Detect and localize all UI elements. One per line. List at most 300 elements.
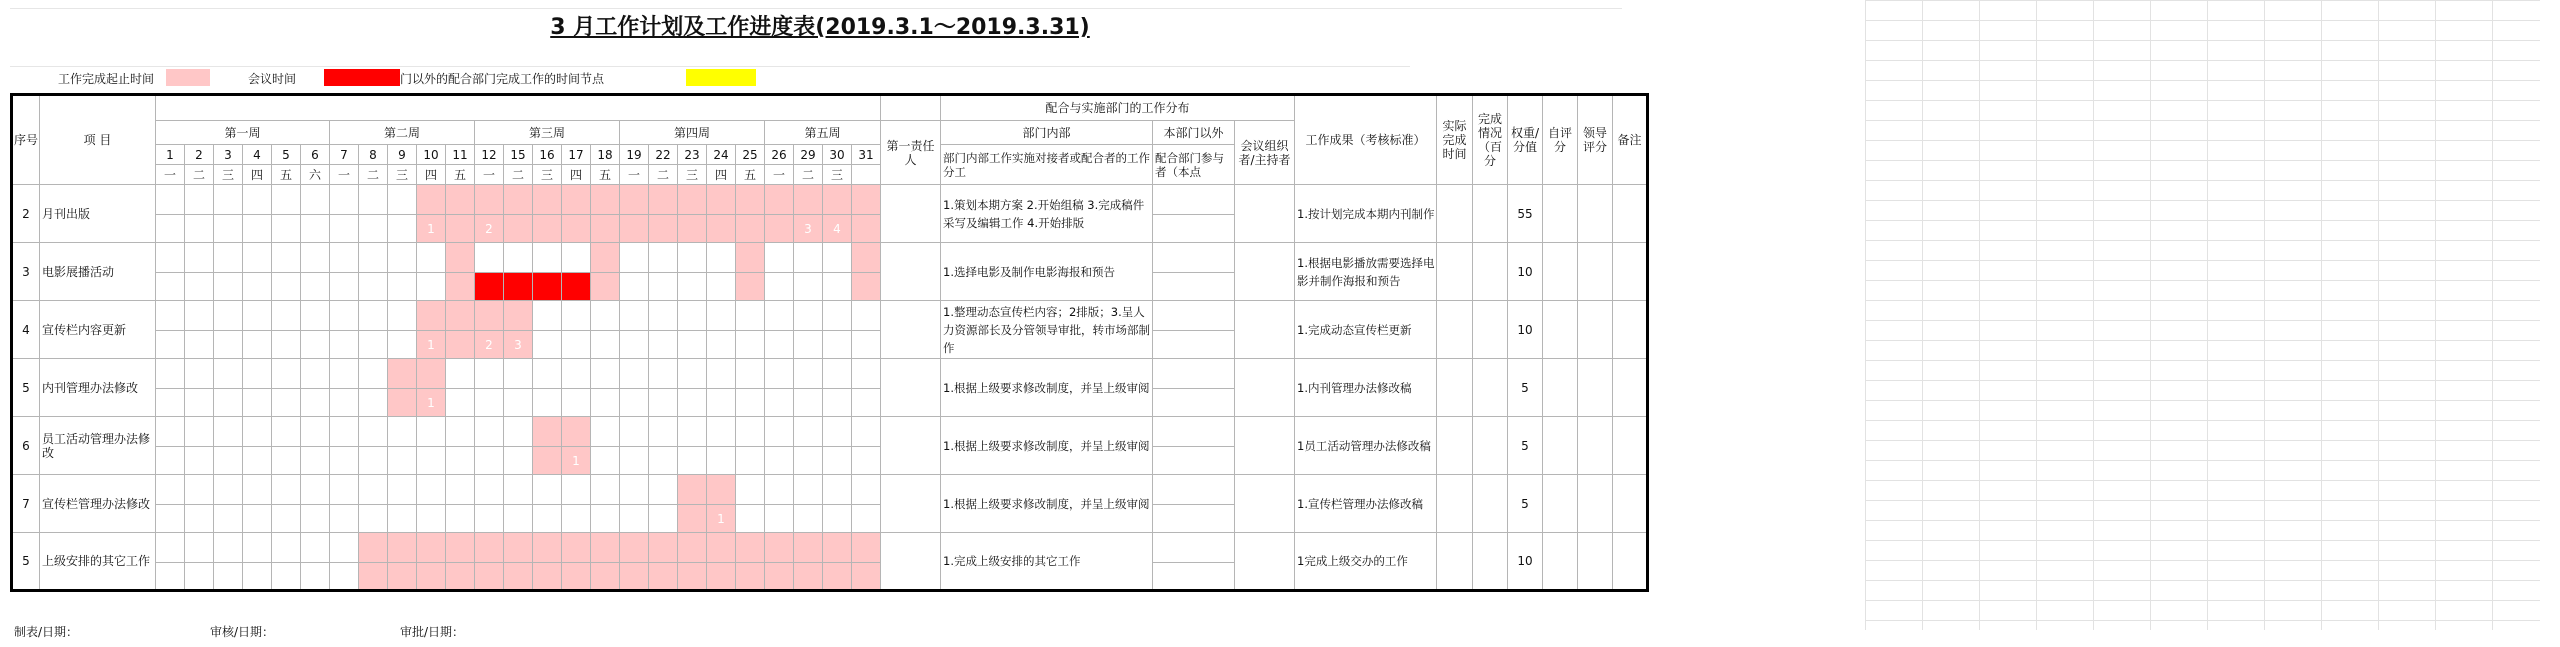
header-weekday: 四 (562, 165, 591, 185)
row-external (1153, 243, 1235, 273)
gantt-cell (359, 475, 388, 505)
gantt-cell (301, 475, 330, 505)
gantt-cell (388, 475, 417, 505)
row-remark (1613, 243, 1648, 301)
header-day: 17 (562, 145, 591, 165)
row-first-responsible (881, 475, 941, 533)
header-weekday: 四 (417, 165, 446, 185)
header-day: 25 (736, 145, 765, 165)
gantt-cell (736, 389, 765, 417)
gantt-cell (243, 447, 272, 475)
gantt-cell (649, 331, 678, 359)
gantt-cell-count: 2 (475, 215, 504, 243)
gantt-cell (562, 331, 591, 359)
row-seq: 5 (12, 359, 40, 417)
gantt-cell (852, 533, 881, 563)
gantt-cell (794, 475, 823, 505)
row-completion (1473, 243, 1508, 301)
header-day: 6 (301, 145, 330, 165)
gantt-cell (330, 185, 359, 215)
gantt-cell (156, 185, 185, 215)
gantt-cell (330, 505, 359, 533)
row-remark (1613, 301, 1648, 359)
gantt-cell (620, 359, 649, 389)
gantt-cell (533, 359, 562, 389)
gantt-cell (475, 505, 504, 533)
header-day: 3 (214, 145, 243, 165)
row-self-score (1543, 301, 1578, 359)
gantt-cell (301, 389, 330, 417)
gantt-cell (417, 417, 446, 447)
gantt-cell (794, 505, 823, 533)
header-external: 本部门以外 (1153, 121, 1235, 145)
gantt-cell (533, 185, 562, 215)
gantt-cell (446, 301, 475, 331)
row-seq: 5 (12, 533, 40, 591)
header-calendar-blank (156, 95, 881, 121)
gantt-cell (243, 359, 272, 389)
row-result: 1完成上级交办的工作 (1295, 533, 1437, 591)
gantt-cell (388, 243, 417, 273)
header-seq: 序号 (12, 95, 40, 185)
gantt-cell-count: 3 (504, 331, 533, 359)
gantt-cell (765, 331, 794, 359)
gantt-cell-count: 4 (823, 215, 852, 243)
gantt-cell (272, 475, 301, 505)
gantt-cell (649, 359, 678, 389)
gantt-cell (794, 273, 823, 301)
gantt-cell (591, 215, 620, 243)
row-internal-detail: 1.根据上级要求修改制度，并呈上级审阅 (941, 417, 1153, 475)
gantt-cell (446, 505, 475, 533)
gantt-cell (736, 563, 765, 591)
gantt-cell (794, 417, 823, 447)
gantt-cell (504, 301, 533, 331)
gantt-cell (185, 533, 214, 563)
gantt-cell (620, 389, 649, 417)
header-project: 项 目 (40, 95, 156, 185)
gantt-cell (649, 563, 678, 591)
gantt-cell (823, 563, 852, 591)
gantt-cell (562, 185, 591, 215)
gantt-cell (475, 301, 504, 331)
header-weekday: 二 (504, 165, 533, 185)
gantt-cell (185, 417, 214, 447)
gantt-cell (214, 505, 243, 533)
gantt-cell (678, 533, 707, 563)
gantt-cell (214, 215, 243, 243)
row-leader-score (1578, 243, 1613, 301)
gantt-cell (765, 359, 794, 389)
gantt-cell-count: 1 (562, 447, 591, 475)
gantt-cell (765, 505, 794, 533)
gantt-cell (243, 505, 272, 533)
row-weight: 5 (1508, 359, 1543, 417)
gantt-cell (359, 243, 388, 273)
gantt-cell (707, 417, 736, 447)
gantt-cell (823, 359, 852, 389)
header-weekday: 五 (272, 165, 301, 185)
header-weekday: 三 (214, 165, 243, 185)
gantt-cell (330, 563, 359, 591)
gantt-cell (272, 243, 301, 273)
gantt-cell (301, 417, 330, 447)
gantt-cell (272, 331, 301, 359)
row-external (1153, 505, 1235, 533)
gantt-cell (823, 331, 852, 359)
gantt-cell (620, 417, 649, 447)
row-result: 1.宣传栏管理办法修改稿 (1295, 475, 1437, 533)
gantt-cell (823, 417, 852, 447)
header-day: 2 (185, 145, 214, 165)
gantt-cell (707, 447, 736, 475)
gantt-cell (591, 185, 620, 215)
gantt-cell (243, 389, 272, 417)
gantt-cell (649, 447, 678, 475)
row-completion (1473, 533, 1508, 591)
gantt-cell (823, 389, 852, 417)
gantt-cell (475, 447, 504, 475)
row-weight: 10 (1508, 301, 1543, 359)
legend-label-work-period: 工作完成起止时间 (58, 72, 155, 86)
gantt-cell (562, 243, 591, 273)
gantt-cell (446, 331, 475, 359)
row-meeting-host (1235, 417, 1295, 475)
page-title: 3 月工作计划及工作进度表(2019.3.1～2019.3.31) (550, 15, 1090, 40)
gantt-cell (591, 505, 620, 533)
header-external-detail: 配合部门参与者（本点 (1153, 145, 1235, 185)
gantt-cell (301, 243, 330, 273)
gantt-cell (736, 359, 765, 389)
gantt-cell (359, 215, 388, 243)
gantt-cell (185, 359, 214, 389)
gantt-cell (417, 185, 446, 215)
row-self-score (1543, 185, 1578, 243)
gantt-cell (852, 301, 881, 331)
title-divider (10, 66, 1410, 67)
gantt-cell (417, 301, 446, 331)
row-self-score (1543, 359, 1578, 417)
header-weekday: 五 (736, 165, 765, 185)
gantt-cell (388, 215, 417, 243)
gantt-cell (272, 417, 301, 447)
gantt-cell (417, 505, 446, 533)
gantt-cell (475, 273, 504, 301)
row-external (1153, 417, 1235, 447)
row-actual-time (1437, 301, 1473, 359)
gantt-cell (765, 273, 794, 301)
gantt-cell (765, 563, 794, 591)
gantt-cell (707, 563, 736, 591)
row-first-responsible (881, 185, 941, 243)
gantt-cell (591, 389, 620, 417)
header-self-score: 自评分 (1543, 95, 1578, 185)
row-remark (1613, 533, 1648, 591)
gantt-cell (388, 331, 417, 359)
gantt-cell (446, 447, 475, 475)
row-external (1153, 185, 1235, 215)
row-remark (1613, 417, 1648, 475)
gantt-cell (620, 475, 649, 505)
gantt-cell (446, 215, 475, 243)
gantt-cell (533, 389, 562, 417)
gantt-cell (243, 563, 272, 591)
gantt-cell (330, 533, 359, 563)
gantt-cell (620, 215, 649, 243)
gantt-cell (446, 389, 475, 417)
row-actual-time (1437, 417, 1473, 475)
gantt-cell (301, 301, 330, 331)
gantt-cell (649, 273, 678, 301)
gantt-cell (823, 447, 852, 475)
gantt-cell (620, 533, 649, 563)
header-week: 第三周 (475, 121, 620, 145)
gantt-cell (330, 215, 359, 243)
row-leader-score (1578, 301, 1613, 359)
row-internal-detail: 1.选择电影及制作电影海报和预告 (941, 243, 1153, 301)
header-day: 31 (852, 145, 881, 165)
gantt-cell (185, 185, 214, 215)
gantt-cell (765, 215, 794, 243)
gantt-cell (620, 273, 649, 301)
gantt-cell (156, 475, 185, 505)
gantt-cell (504, 185, 533, 215)
gantt-cell (156, 273, 185, 301)
gantt-cell (359, 447, 388, 475)
gantt-cell (330, 475, 359, 505)
row-meeting-host (1235, 301, 1295, 359)
header-weekday: 二 (359, 165, 388, 185)
row-completion (1473, 301, 1508, 359)
row-self-score (1543, 533, 1578, 591)
row-external (1153, 389, 1235, 417)
gantt-cell (533, 563, 562, 591)
header-day: 16 (533, 145, 562, 165)
header-week: 第五周 (765, 121, 881, 145)
gantt-cell (272, 447, 301, 475)
footer-maker: 制表/日期： (14, 625, 79, 639)
gantt-cell (649, 389, 678, 417)
gantt-cell (156, 505, 185, 533)
gantt-cell (649, 505, 678, 533)
gantt-cell (794, 185, 823, 215)
gantt-cell (301, 533, 330, 563)
gantt-cell (185, 301, 214, 331)
gantt-cell (620, 243, 649, 273)
gantt-cell (504, 243, 533, 273)
gantt-cell (359, 185, 388, 215)
row-first-responsible (881, 417, 941, 475)
gantt-cell (475, 359, 504, 389)
gantt-cell (707, 185, 736, 215)
gantt-cell (852, 447, 881, 475)
header-day: 18 (591, 145, 620, 165)
row-external (1153, 301, 1235, 331)
row-result: 1.内刊管理办法修改稿 (1295, 359, 1437, 417)
gantt-cell (765, 533, 794, 563)
row-external (1153, 533, 1235, 563)
gantt-cell (475, 389, 504, 417)
gantt-cell (678, 331, 707, 359)
gantt-cell (272, 389, 301, 417)
row-project: 上级安排的其它工作 (40, 533, 156, 591)
row-internal-detail: 1.整理动态宣传栏内容；2排版；3.呈人力资源部长及分管领导审批，转市场部制作 (941, 301, 1153, 359)
gantt-cell (649, 475, 678, 505)
gantt-cell (736, 447, 765, 475)
gantt-cell (272, 185, 301, 215)
header-day: 5 (272, 145, 301, 165)
gantt-cell (272, 533, 301, 563)
gantt-cell (214, 185, 243, 215)
header-day: 15 (504, 145, 533, 165)
row-external (1153, 359, 1235, 389)
gantt-cell (562, 215, 591, 243)
row-actual-time (1437, 475, 1473, 533)
gantt-cell (736, 273, 765, 301)
gantt-cell (620, 301, 649, 331)
gantt-cell (156, 447, 185, 475)
header-weekday: 三 (388, 165, 417, 185)
gantt-cell (301, 359, 330, 389)
legend-swatch-yellow (686, 69, 756, 86)
gantt-cell (475, 417, 504, 447)
gantt-cell (794, 301, 823, 331)
gantt-cell (185, 331, 214, 359)
row-external (1153, 447, 1235, 475)
gantt-cell (794, 563, 823, 591)
gantt-cell (736, 533, 765, 563)
header-weekday: 一 (620, 165, 649, 185)
gantt-cell (707, 533, 736, 563)
row-actual-time (1437, 533, 1473, 591)
gantt-cell (678, 243, 707, 273)
header-week: 第一周 (156, 121, 330, 145)
gantt-cell (533, 505, 562, 533)
row-internal-detail: 1.根据上级要求修改制度，并呈上级审阅 (941, 359, 1153, 417)
gantt-cell (649, 243, 678, 273)
row-external (1153, 563, 1235, 591)
gantt-cell (214, 243, 243, 273)
row-result: 1.完成动态宣传栏更新 (1295, 301, 1437, 359)
gantt-cell (301, 505, 330, 533)
header-week: 第四周 (620, 121, 765, 145)
gantt-cell (359, 359, 388, 389)
row-internal-detail: 1.根据上级要求修改制度，并呈上级审阅 (941, 475, 1153, 533)
gantt-cell (330, 359, 359, 389)
gantt-cell (823, 185, 852, 215)
gantt-cell (446, 359, 475, 389)
row-actual-time (1437, 359, 1473, 417)
gantt-cell (852, 417, 881, 447)
gantt-cell (591, 359, 620, 389)
gantt-cell (794, 243, 823, 273)
gantt-cell (562, 475, 591, 505)
top-rule (10, 8, 1622, 9)
gantt-cell (185, 447, 214, 475)
legend-swatch-pink (166, 69, 210, 86)
gantt-cell (852, 185, 881, 215)
gantt-cell (243, 533, 272, 563)
gantt-cell (504, 475, 533, 505)
gantt-cell (504, 417, 533, 447)
header-day: 30 (823, 145, 852, 165)
gantt-cell (243, 475, 272, 505)
spreadsheet-background-grid (1865, 0, 2540, 630)
gantt-cell (533, 331, 562, 359)
gantt-cell (330, 243, 359, 273)
gantt-cell (707, 359, 736, 389)
gantt-cell (446, 475, 475, 505)
header-coord: 配合与实施部门的工作分布 (941, 95, 1295, 121)
gantt-cell (156, 563, 185, 591)
gantt-cell (620, 185, 649, 215)
gantt-cell (823, 301, 852, 331)
gantt-cell (388, 533, 417, 563)
gantt-cell (330, 301, 359, 331)
gantt-cell (156, 301, 185, 331)
gantt-cell (243, 417, 272, 447)
header-day: 22 (649, 145, 678, 165)
gantt-cell (243, 331, 272, 359)
gantt-cell (620, 505, 649, 533)
row-meeting-host (1235, 475, 1295, 533)
row-leader-score (1578, 475, 1613, 533)
header-weekday: 四 (707, 165, 736, 185)
gantt-cell (794, 447, 823, 475)
gantt-cell (272, 359, 301, 389)
gantt-cell (823, 243, 852, 273)
gantt-cell (301, 563, 330, 591)
row-self-score (1543, 243, 1578, 301)
gantt-cell (591, 447, 620, 475)
gantt-cell (852, 331, 881, 359)
gantt-cell (475, 563, 504, 591)
gantt-cell (330, 273, 359, 301)
header-weekday: 五 (446, 165, 475, 185)
gantt-cell (214, 417, 243, 447)
gantt-cell (533, 533, 562, 563)
gantt-cell (649, 215, 678, 243)
gantt-cell (765, 301, 794, 331)
gantt-cell (417, 243, 446, 273)
gantt-cell (678, 185, 707, 215)
gantt-cell (533, 475, 562, 505)
schedule-table (10, 93, 1649, 592)
header-day: 9 (388, 145, 417, 165)
gantt-cell (301, 273, 330, 301)
gantt-cell (765, 475, 794, 505)
footer-approver: 审批/日期： (400, 625, 465, 639)
gantt-cell (388, 359, 417, 389)
header-internal: 部门内部 (941, 121, 1153, 145)
gantt-cell (678, 215, 707, 243)
row-weight: 5 (1508, 417, 1543, 475)
gantt-cell (765, 389, 794, 417)
gantt-cell (765, 243, 794, 273)
gantt-cell (388, 273, 417, 301)
gantt-cell (214, 389, 243, 417)
gantt-cell (562, 359, 591, 389)
gantt-cell (417, 273, 446, 301)
gantt-cell (533, 447, 562, 475)
gantt-cell-count: 3 (794, 215, 823, 243)
gantt-cell (446, 273, 475, 301)
header-internal-detail: 部门内部工作实施对接者或配合者的工作分工 (941, 145, 1153, 185)
row-internal-detail: 1.完成上级安排的其它工作 (941, 533, 1153, 591)
gantt-cell (475, 243, 504, 273)
gantt-cell (591, 273, 620, 301)
gantt-cell (214, 273, 243, 301)
